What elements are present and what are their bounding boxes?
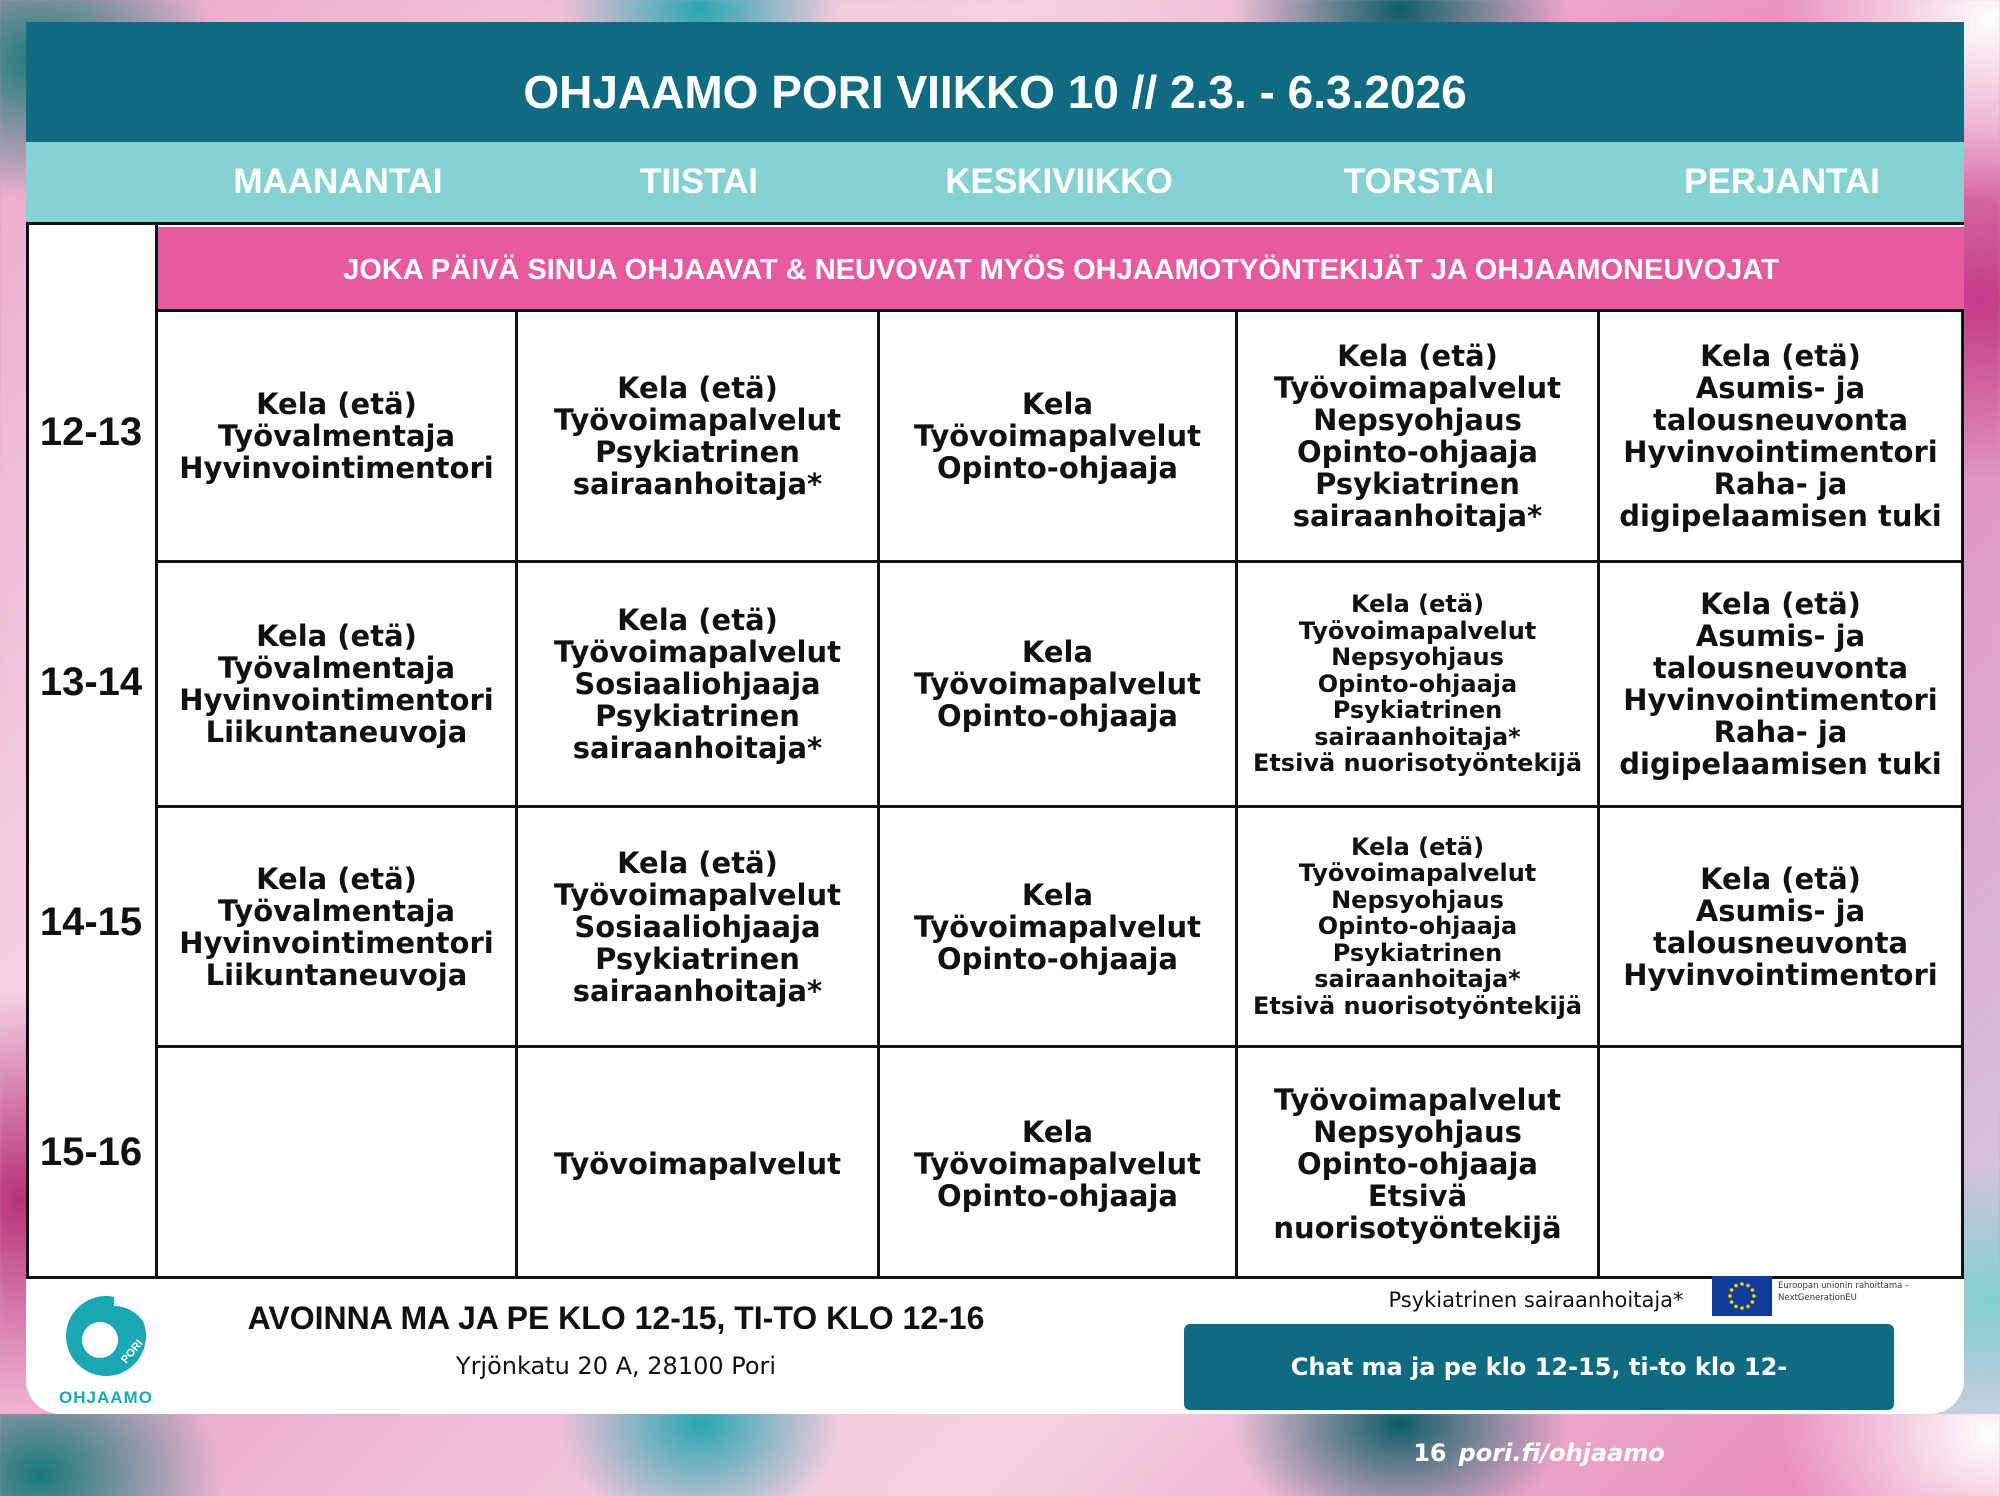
schedule-service: Etsivä nuorisotyöntekijä	[1252, 749, 1583, 778]
schedule-service: sairaanhoitaja*	[572, 731, 823, 765]
schedule-service: Opinto-ohjaaja	[1317, 669, 1518, 698]
ohjaamo-logo	[56, 1284, 156, 1406]
schedule-service: talousneuvonta	[1652, 651, 1909, 685]
schedule-service: talousneuvonta	[1652, 403, 1909, 437]
schedule-cell	[158, 312, 515, 560]
schedule-service: Psykiatrinen	[1332, 696, 1503, 725]
schedule-cell	[880, 312, 1235, 560]
schedule-cell	[880, 808, 1235, 1045]
schedule-cell	[158, 808, 515, 1045]
schedule-service: Työvoimapalvelut	[1273, 371, 1561, 405]
schedule-card	[26, 22, 1964, 1467]
schedule-cell	[1600, 563, 1961, 805]
schedule-cell	[880, 1048, 1235, 1279]
eu-flag-icon	[1712, 1276, 1772, 1316]
schedule-cell	[1238, 808, 1597, 1045]
schedule-service: Kela (etä)	[1350, 832, 1485, 861]
chat-info-button[interactable]	[1184, 1324, 1894, 1467]
schedule-service: Kela (etä)	[256, 861, 417, 896]
schedule-service: Työvalmentaja	[217, 419, 456, 453]
schedule-grid	[26, 222, 1964, 1276]
schedule-service: Kela (etä)	[1350, 590, 1485, 619]
schedule-service: Kela	[1021, 387, 1094, 421]
schedule-service: Hyvinvointimentori	[1623, 435, 1938, 469]
schedule-service: Hyvinvointimentori	[179, 925, 494, 960]
time-slot-label: 13-14	[39, 660, 143, 704]
schedule-service: Nepsyohjaus	[1331, 885, 1504, 914]
schedule-service: Kela	[1021, 877, 1094, 912]
schedule-service: Kela (etä)	[256, 387, 417, 421]
schedule-service: Psykiatrinen	[595, 941, 800, 976]
weekday-header	[26, 142, 1964, 222]
schedule-service: digipelaamisen tuki	[1619, 499, 1942, 533]
schedule-service: Työvoimapalvelut	[913, 1146, 1201, 1181]
time-slot-label: 14-15	[39, 900, 143, 944]
address: Yrjönkatu 20 A, 28100 Pori	[455, 1352, 777, 1380]
schedule-service: Asumis- ja	[1695, 893, 1866, 928]
schedule-service: Nepsyohjaus	[1313, 1114, 1522, 1149]
schedule-service: Liikuntaneuvoja	[205, 957, 468, 992]
schedule-cell	[158, 563, 515, 805]
schedule-service: Kela (etä)	[617, 845, 778, 880]
schedule-service: Työvoimapalvelut	[1298, 859, 1537, 888]
schedule-service: Liikuntaneuvoja	[205, 715, 468, 749]
page-title: OHJAAMO PORI VIIKKO 10 // 2.3. - 6.3.2026	[26, 22, 1964, 142]
schedule-service: Opinto-ohjaaja	[1317, 912, 1518, 941]
daily-banner: JOKA PÄIVÄ SINUA OHJAAVAT & NEUVOVAT MYÖS OHJAAMOTYÖNTEKIJÄT JA OHJAAMONEUVOJAT	[158, 227, 1964, 311]
opening-hours: AVOINNA MA JA PE KLO 12-15, TI-TO KLO 12-16	[247, 1300, 985, 1336]
schedule-cell	[518, 563, 877, 805]
day-monday: MAANANTAI	[233, 162, 443, 201]
schedule-service: Etsivä nuorisotyöntekijä	[1252, 991, 1583, 1020]
schedule-service: Työvoimapalvelut	[913, 419, 1201, 453]
chat-url-link[interactable]: pori.fi/ohjaamo	[1458, 1439, 1665, 1467]
schedule-service: Psykiatrinen	[1332, 938, 1503, 967]
eu-funding-badge	[1712, 1276, 1932, 1320]
schedule-cell	[1600, 312, 1961, 560]
schedule-service: sairaanhoitaja*	[572, 973, 823, 1008]
schedule-service: Työvoimapalvelut	[553, 635, 841, 669]
schedule-service: Nepsyohjaus	[1313, 403, 1522, 437]
schedule-service: Asumis- ja	[1695, 619, 1866, 653]
schedule-cell	[518, 808, 877, 1045]
schedule-cell	[158, 1048, 515, 1279]
schedule-service: Työvoimapalvelut	[553, 1146, 841, 1181]
day-thursday: TORSTAI	[1343, 162, 1495, 201]
schedule-cell	[518, 1048, 877, 1279]
schedule-service: nuorisotyöntekijä	[1273, 1210, 1562, 1245]
schedule-cell	[1600, 1048, 1961, 1279]
schedule-cell	[1238, 563, 1597, 805]
schedule-service: Kela (etä)	[1700, 587, 1861, 621]
logo-sub-text: PORI	[119, 1337, 146, 1366]
schedule-service: Työvoimapalvelut	[553, 877, 841, 912]
schedule-service: Kela (etä)	[256, 619, 417, 653]
schedule-service: Psykiatrinen	[595, 435, 800, 469]
eu-funding-text: Euroopan unionin rahoittama – NextGenerationEU	[1778, 1281, 1910, 1303]
schedule-service: sairaanhoitaja*	[572, 467, 823, 501]
schedule-service: Psykiatrinen	[1315, 467, 1520, 501]
schedule-service: Työvalmentaja	[217, 893, 456, 928]
schedule-service: Sosiaaliohjaaja	[574, 909, 821, 944]
schedule-service: Työvoimapalvelut	[553, 403, 841, 437]
schedule-service: Nepsyohjaus	[1331, 643, 1504, 672]
schedule-service: Työvoimapalvelut	[913, 909, 1201, 944]
schedule-service: Kela (etä)	[1700, 339, 1861, 373]
schedule-service: Hyvinvointimentori	[1623, 957, 1938, 992]
schedule-service: Hyvinvointimentori	[179, 683, 494, 717]
day-wednesday: KESKIVIIKKO	[945, 162, 1173, 201]
schedule-service: Kela	[1021, 1114, 1094, 1149]
schedule-service: Psykiatrinen	[595, 699, 800, 733]
day-tuesday: TIISTAI	[640, 162, 758, 201]
schedule-service: Raha- ja	[1713, 467, 1848, 501]
schedule-service: Etsivä	[1367, 1178, 1468, 1213]
grid-line	[26, 225, 29, 1279]
schedule-service: Hyvinvointimentori	[179, 451, 494, 485]
schedule-cell	[1238, 1048, 1597, 1279]
schedule-service: Opinto-ohjaaja	[1297, 435, 1538, 469]
schedule-service: Kela (etä)	[1337, 339, 1498, 373]
chat-hours: Chat ma ja pe klo 12-15, ti-to klo 12-16	[1290, 1353, 1788, 1467]
schedule-service: Kela (etä)	[617, 371, 778, 405]
schedule-service: Hyvinvointimentori	[1623, 683, 1938, 717]
schedule-service: Kela (etä)	[1700, 861, 1861, 896]
schedule-service: sairaanhoitaja*	[1314, 722, 1521, 751]
schedule-service: talousneuvonta	[1652, 925, 1909, 960]
schedule-service: Opinto-ohjaaja	[1297, 1146, 1538, 1181]
schedule-service: Raha- ja	[1713, 715, 1848, 749]
footnote: Psykiatrinen sairaanhoitaja*	[1388, 1288, 1684, 1312]
schedule-service: Kela	[1021, 635, 1094, 669]
schedule-service: Opinto-ohjaaja	[937, 451, 1178, 485]
schedule-service: sairaanhoitaja*	[1314, 965, 1521, 994]
schedule-service: Kela (etä)	[617, 603, 778, 637]
schedule-cell	[1238, 312, 1597, 560]
grid-line	[1961, 311, 1964, 1279]
schedule-service: Opinto-ohjaaja	[937, 699, 1178, 733]
schedule-cell	[880, 563, 1235, 805]
schedule-service: Työvoimapalvelut	[1298, 616, 1537, 645]
time-slot-label: 12-13	[39, 410, 143, 454]
schedule-service: Sosiaaliohjaaja	[574, 667, 821, 701]
ohjaamo-logo-icon	[56, 1284, 156, 1388]
schedule-service: Työvoimapalvelut	[913, 667, 1201, 701]
day-friday: PERJANTAI	[1684, 162, 1880, 201]
footer-divider	[26, 1276, 1964, 1279]
schedule-service: Opinto-ohjaaja	[937, 1178, 1178, 1213]
logo-wordmark: OHJAAMO	[59, 1388, 153, 1407]
schedule-service: Asumis- ja	[1695, 371, 1866, 405]
schedule-service: Työvoimapalvelut	[1273, 1082, 1561, 1117]
schedule-service: digipelaamisen tuki	[1619, 747, 1942, 781]
schedule-cell	[518, 312, 877, 560]
time-slot-label: 15-16	[39, 1130, 143, 1174]
schedule-service: sairaanhoitaja*	[1292, 499, 1543, 533]
schedule-cell	[1600, 808, 1961, 1045]
schedule-service: Työvalmentaja	[217, 651, 456, 685]
schedule-service: Opinto-ohjaaja	[937, 941, 1178, 976]
